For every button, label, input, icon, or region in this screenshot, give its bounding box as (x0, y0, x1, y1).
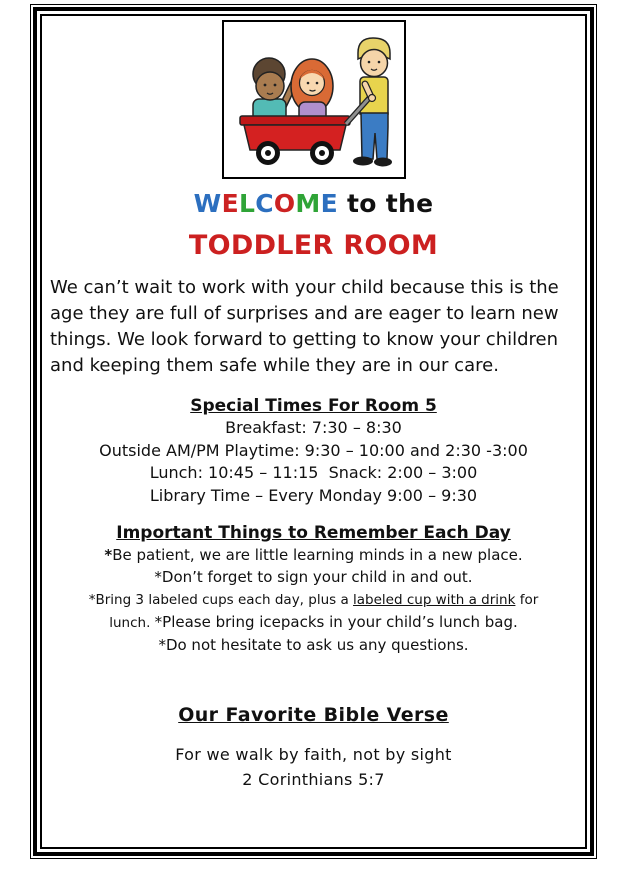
reminder-sign-in-out: *Don’t forget to sign your child in and out. (154, 568, 473, 586)
welcome-letter-m: M (295, 189, 321, 218)
welcome-letter-e2: E (320, 189, 338, 218)
welcome-suffix: to the (337, 189, 434, 218)
reminder-be-patient: *Be patient, we are little learning minds in a new place. (104, 546, 523, 564)
welcome-letter-o: O (273, 189, 296, 218)
underlined-phrase: labeled cup with a drink (353, 592, 516, 608)
page-border-frame (30, 4, 597, 859)
welcome-heading (42, 189, 585, 218)
welcome-letter-l: L (238, 189, 256, 218)
reminder-icepacks: lunch. *Please bring icepacks in your child’s lunch bag. (109, 613, 518, 631)
welcome-letter-c: C (255, 189, 274, 218)
reminder-labeled-cups: *Bring 3 labeled cups each day, plus a labeled cup with a drink for (88, 592, 539, 608)
bible-verse-reference: 2 Corinthians 5:7 (242, 770, 385, 789)
welcome-letter-e1: E (221, 189, 239, 218)
border-outer-line (30, 4, 597, 859)
schedule-playtime: Outside AM/PM Playtime: 9:30 – 10:00 and 2:30 -3:00 (99, 440, 528, 460)
bible-verse-text: For we walk by faith, not by sight (175, 745, 452, 764)
children-wagon-image (222, 20, 406, 179)
intro-paragraph: We can’t wait to work with your child because this is the age they are full of surprises and are eager to learn new things. We look forward to getting to know your children and keeping them safe while they are in our care. (50, 277, 559, 376)
reminder-questions: *Do not hesitate to ask us any questions. (158, 636, 469, 654)
border-inner-line (40, 14, 587, 849)
reminders-heading: Important Things to Remember Each Day (116, 523, 511, 543)
border-thick-line (33, 7, 594, 856)
special-times-heading: Special Times For Room 5 (190, 396, 437, 416)
schedule-lunch-snack: Lunch: 10:45 – 11:15 Snack: 2:00 – 3:00 (149, 463, 478, 482)
bible-verse-heading: Our Favorite Bible Verse (178, 704, 449, 726)
schedule-breakfast: Breakfast: 7:30 – 8:30 (225, 418, 402, 437)
children-pulling-wagon-illustration (224, 22, 404, 177)
room-title: TODDLER ROOM (188, 230, 439, 261)
schedule-library: Library Time – Every Monday 9:00 – 9:30 (149, 485, 478, 505)
reminder-asterisk: * (104, 546, 113, 564)
welcome-letter-w: W (193, 189, 222, 218)
